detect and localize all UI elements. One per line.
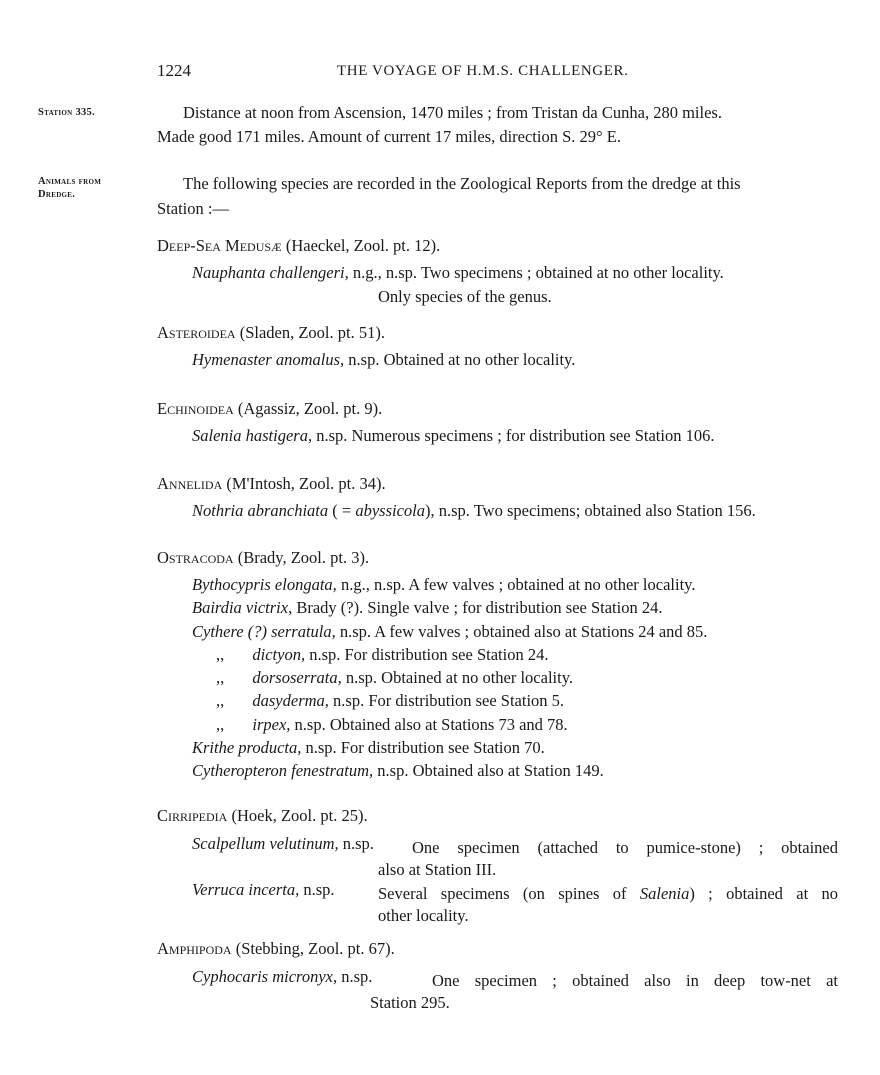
species-entry-continuation: Only species of the genus. [378,287,552,306]
group-name: Deep-Sea Medusæ [157,236,282,255]
group-heading-echinoidea [157,399,382,419]
species-note: n.sp. Obtained also at Stations 73 and 78. [290,715,568,734]
species-entry [216,645,548,665]
species-entry [192,426,714,446]
species-description [378,884,838,904]
page-number: 1224 [157,61,191,80]
species-note: ( = [328,501,356,520]
group-reference: (Brady, Zool. pt. 3). [233,548,370,567]
species-note: n.sp. [337,967,373,986]
group-heading-ostracoda [157,548,369,568]
species-note: n.sp. Obtained at no other locality. [341,668,574,687]
species-name: Nauphanta challengeri, [192,263,349,282]
species-entry [192,967,372,987]
group-reference: (Sladen, Zool. pt. 51). [235,323,385,342]
species-note: n.sp. Obtained at no other locality. [344,350,576,369]
species-description-part: ) ; obtained at no [689,884,838,903]
margin-note-animals [38,175,101,201]
group-name: Echinoidea [157,399,234,418]
species-name: Cyphocaris micronyx, [192,967,338,986]
species-entry [216,668,573,688]
ditto-mark: ,, [216,691,225,710]
group-heading-asteroidea [157,323,385,343]
margin-note-animals-line-1: Animals from [38,176,102,187]
species-entry [192,598,662,618]
species-entry [192,501,756,521]
species-note: ), n.sp. Two specimens; obtained also Station 156. [425,501,756,520]
species-name: dorsoserrata, [252,668,342,687]
species-name: Salenia hastigera, [192,426,313,445]
species-note: n.g., n.sp. Two specimens ; obtained at no other locality. [348,263,724,282]
group-reference: (Hoek, Zool. pt. 25). [227,806,368,825]
species-note: n.sp. Obtained also at Station 149. [373,761,604,780]
group-reference: (Haeckel, Zool. pt. 12). [281,236,441,255]
species-note: n.g., n.sp. A few valves ; obtained at no other locality. [336,575,696,594]
species-entry [216,691,564,711]
species-name: Hymenaster anomalus, [192,350,345,369]
group-heading-medusae [157,236,440,256]
species-note: Brady (?). Single valve ; for distribution see Station 24. [292,598,663,617]
species-entry [216,715,568,735]
genus-reference: Salenia [639,884,690,903]
intro-line-1: The following species are recorded in the Zoological Reports from the dredge at this [183,174,741,193]
group-name: Annelida [157,474,223,493]
margin-note-animals-line-2: Dredge. [38,189,76,200]
group-heading-annelida [157,474,386,494]
species-name: Verruca incerta, [192,880,300,899]
species-description: One specimen (attached to pumice-stone) ; obtained [412,838,838,857]
species-entry [192,834,374,854]
species-name: Bythocypris elongata, [192,575,337,594]
species-description-continuation: also at Station III. [378,860,497,879]
species-entry [192,575,695,595]
group-name: Ostracoda [157,548,234,567]
species-description-part: Several specimens (on spines of [378,884,640,903]
species-name: Krithe producta, [192,738,302,757]
species-description: One specimen ; obtained also in deep tow-net at [432,971,838,990]
group-name: Cirripedia [157,806,228,825]
species-name: Cythere (?) serratula, [192,622,336,641]
intro-line-2: Station :— [157,199,229,218]
species-synonym: abyssicola [355,501,425,520]
species-name: dasyderma, [252,691,329,710]
group-name: Amphipoda [157,939,232,958]
group-heading-cirripedia [157,806,368,826]
species-entry [192,738,545,758]
species-entry [192,880,335,900]
species-note: n.sp. For distribution see Station 70. [301,738,545,757]
station-line-1: Distance at noon from Ascension, 1470 miles ; from Tristan da Cunha, 280 miles. [183,103,722,122]
species-name: irpex, [252,715,291,734]
group-reference: (M'Intosh, Zool. pt. 34). [222,474,386,493]
species-name: Scalpellum velutinum, [192,834,339,853]
species-name: Cytheropteron fenestratum, [192,761,374,780]
species-note: n.sp. A few valves ; obtained also at Stations 24 and 85. [335,622,708,641]
running-title: THE VOYAGE OF H.M.S. CHALLENGER. [337,63,629,79]
species-entry [192,350,575,370]
group-heading-amphipoda [157,939,395,959]
species-entry [192,263,724,283]
species-entry [192,761,604,781]
species-note: n.sp. For distribution see Station 5. [328,691,565,710]
ditto-mark: ,, [216,645,225,664]
species-note: n.sp. Numerous specimens ; for distribution see Station 106. [312,426,715,445]
group-reference: (Agassiz, Zool. pt. 9). [233,399,383,418]
station-line-2: Made good 171 miles. Amount of current 17 miles, direction S. 29° E. [157,127,621,146]
species-name: Nothria abranchiata [192,501,329,520]
species-note: n.sp. For distribution see Station 24. [305,645,549,664]
margin-note-station: Station 335. [38,107,96,118]
species-note: n.sp. [338,834,374,853]
group-reference: (Stebbing, Zool. pt. 67). [231,939,395,958]
species-description-continuation: Station 295. [370,993,450,1012]
ditto-mark: ,, [216,715,225,734]
species-description-continuation: other locality. [378,906,469,925]
species-name: Bairdia victrix, [192,598,293,617]
species-note: n.sp. [299,880,335,899]
group-name: Asteroidea [157,323,236,342]
species-name: dictyon, [252,645,306,664]
ditto-mark: ,, [216,668,225,687]
species-entry [192,622,707,642]
